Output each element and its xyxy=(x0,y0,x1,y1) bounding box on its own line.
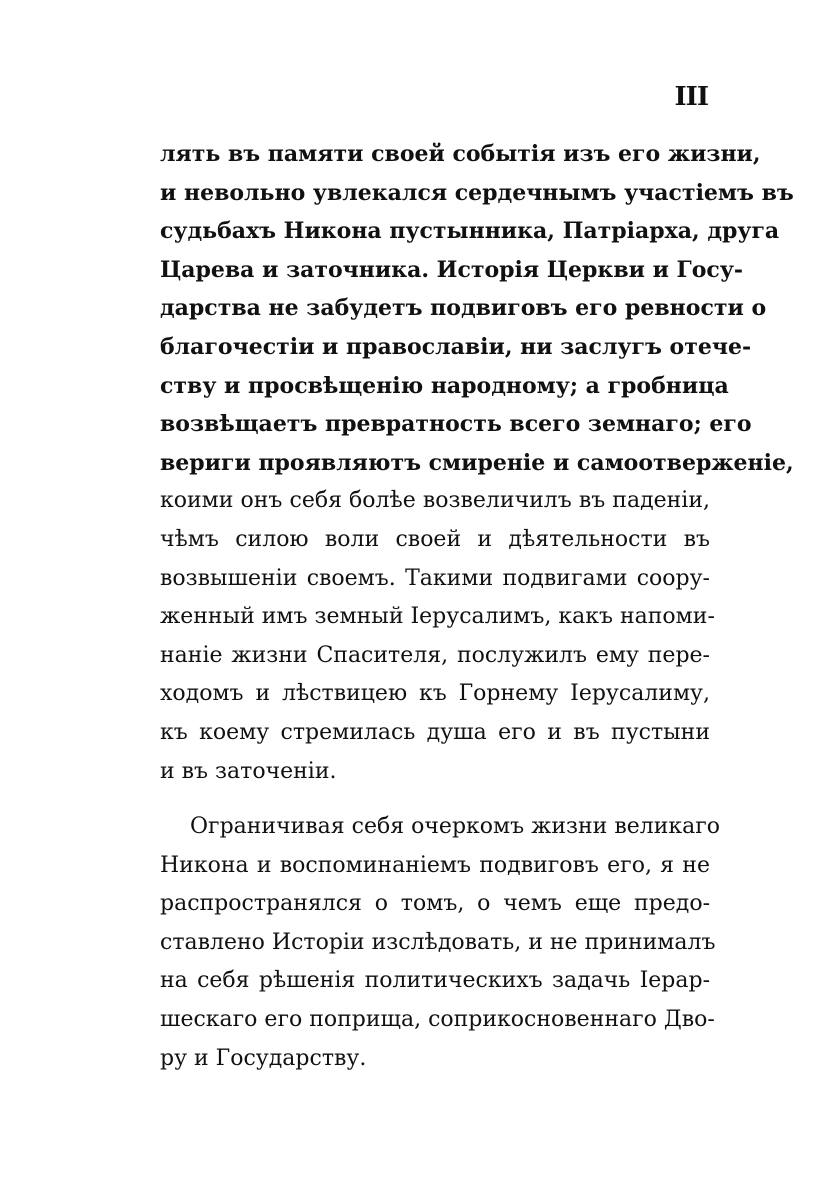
text-line: и въ заточеніи. xyxy=(160,758,337,784)
text-line: Никона и воспоминаніемъ подвиговъ его, я не xyxy=(160,852,710,878)
text-line: ставлено Исторіи изслѣдовать, и не принималъ xyxy=(160,929,716,955)
text-line: судьбахъ Никона пустынника, Патріарха, друга xyxy=(160,218,780,245)
text-line: возвѣщаетъ превратность всего земнаго; его xyxy=(160,411,752,438)
text-line: чѣмъ силою воли своей и дѣятельности въ xyxy=(160,526,710,552)
text-line: ству и просвѣщенію народному; а гробница xyxy=(160,372,729,399)
text-line: шескаго его поприща, соприкосновеннаго Дво- xyxy=(160,1006,715,1032)
text-line: дарства не забудетъ подвиговъ его ревности о xyxy=(160,295,767,322)
text-line: Царева и заточника. Исторія Церкви и Госу- xyxy=(160,256,744,283)
text-line: благочестіи и православіи, ни заслугъ отече- xyxy=(160,333,752,360)
text-line: женный имъ земный Іерусалимъ, какъ напоми- xyxy=(160,604,715,630)
text-line: ру и Государству. xyxy=(160,1045,367,1071)
text-line: возвышеніи своемъ. Такими подвигами соору- xyxy=(160,565,710,591)
paragraph-1 xyxy=(160,135,794,791)
text-line: наніе жизни Спасителя, послужилъ ему пере- xyxy=(160,642,710,668)
paragraph-2 xyxy=(160,808,721,1078)
text-line: и невольно увлекался сердечнымъ участіемъ въ xyxy=(160,179,794,206)
text-line: коими онъ себя болѣе возвеличилъ въ паденіи, xyxy=(160,488,710,514)
text-line: лять въ памяти своей событія изъ его жизни, xyxy=(160,141,761,167)
page-number: III xyxy=(674,82,708,112)
text-line: ходомъ и лѣствицею къ Горнему Іерусалиму, xyxy=(160,681,710,707)
text-line: распространялся о томъ, о чемъ еще предо- xyxy=(160,891,710,917)
text-line: Ограничивая себя очеркомъ жизни великаго xyxy=(190,814,721,839)
text-line: на себя рѣшенія политическихъ задачь Іерар- xyxy=(160,968,710,994)
text-line: вериги проявляютъ смиреніе и самоотверженіе, xyxy=(160,449,794,476)
text-line: къ коему стремилась душа его и въ пустыни xyxy=(160,719,710,745)
